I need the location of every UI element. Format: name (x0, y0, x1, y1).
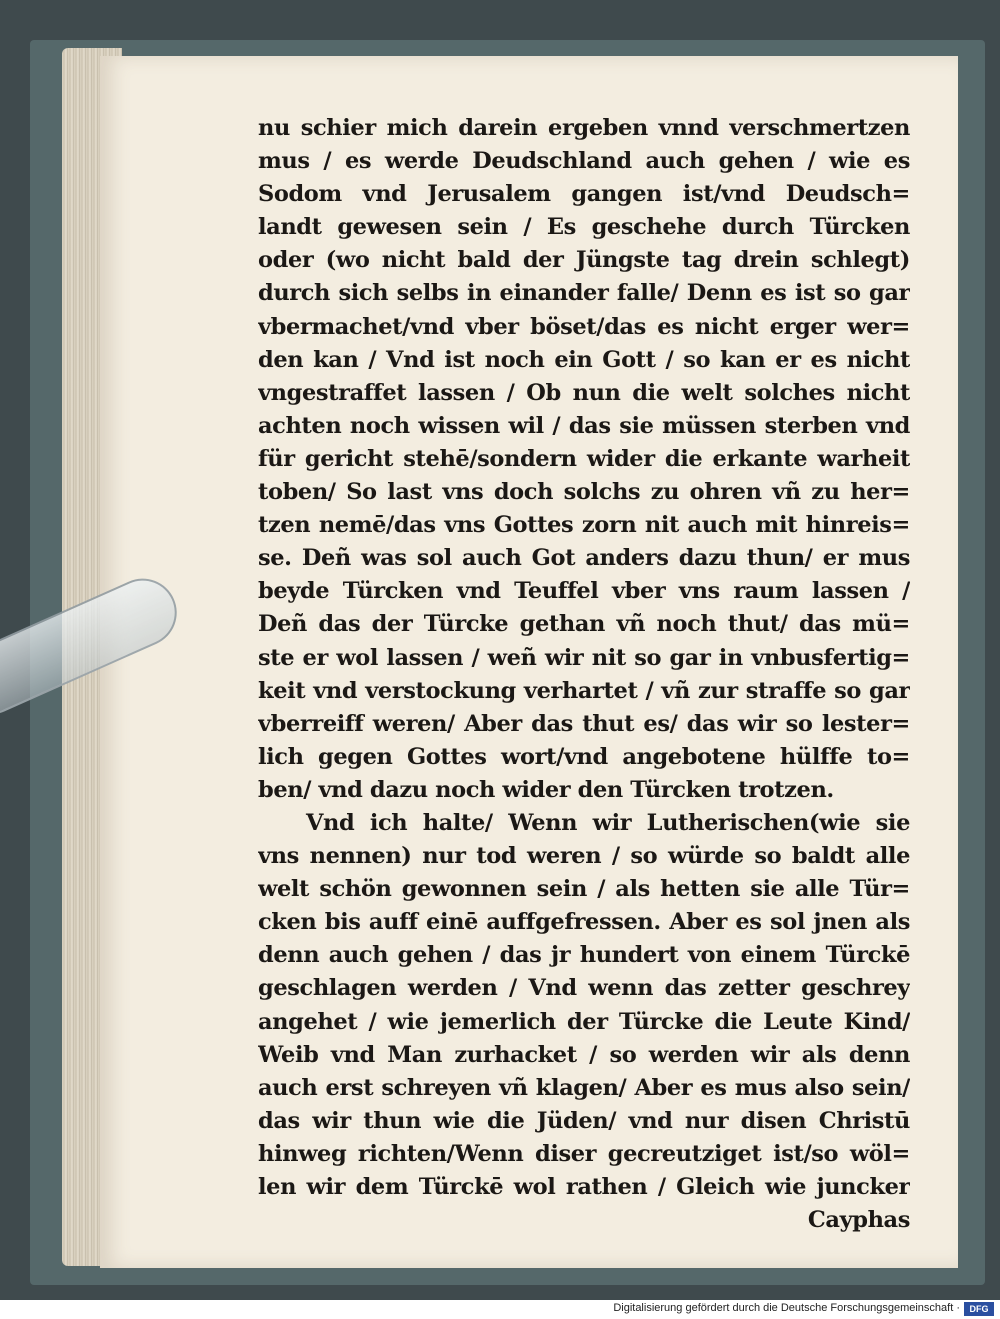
text-line: landt gewesen sein / Es geschehe durch Türcken (258, 214, 910, 241)
text-line: tzen nemē/das vns Gottes zorn nit auch mit hinreis= (258, 512, 910, 539)
text-line: ben/ vnd dazu noch wider den Türcken trotzen. (258, 776, 834, 803)
text-line: nu schier mich darein ergeben vnnd verschmertzen (258, 115, 910, 141)
page-text (258, 112, 910, 1237)
text-line-paragraph-start: Vnd ich halte/ Wenn wir Lutherischen(wie sie (306, 809, 910, 836)
funding-credit: Digitalisierung gefördert durch die Deutsche Forschungsgemeinschaft · (613, 1302, 960, 1314)
footer-bar (0, 1300, 1000, 1319)
text-line: welt schön gewonnen sein / als hetten sie alle Tür= (258, 876, 910, 903)
text-line: mus / es werde Deudschland auch gehen / wie es (258, 148, 910, 175)
text-line: vngestraffet lassen / Ob nun die welt solches nicht (258, 379, 910, 406)
dfg-logo-icon: DFG (964, 1302, 994, 1316)
text-line: ste er wol lassen / weñ wir nit so gar in vnbusfertig= (258, 644, 910, 671)
text-line: denn auch gehen / das jr hundert von einem Türckē (258, 942, 910, 969)
text-line: geschlagen werden / Vnd wenn das zetter geschrey (258, 975, 910, 1002)
text-line: achten noch wissen wil / das sie müssen sterben vnd (258, 412, 910, 439)
text-line: hinweg richten/Wenn diser gecreutziget ist/so wöl= (258, 1140, 910, 1167)
text-line: cken bis auff einē auffgefressen. Aber es sol jnen als (258, 909, 910, 936)
text-line: vbermachet/vnd vber böset/das es nicht erger wer= (258, 313, 910, 340)
text-line: das wir thun wie die Jüden/ vnd nur disen Christū (258, 1107, 910, 1134)
text-line: für gericht stehē/sondern wider die erkante warheit (258, 445, 910, 472)
text-line: auch erst schreyen vñ klagen/ Aber es mus also sein/ (258, 1074, 910, 1101)
text-line: angehet / wie jemerlich der Türcke die Leute Kind/ (258, 1008, 910, 1035)
text-line: oder (wo nicht bald der Jüngste tag drein schlegt) (258, 247, 910, 274)
catchword: Cayphas (807, 1207, 910, 1234)
text-line: keit vnd verstockung verhartet / vñ zur straffe so gar (258, 677, 910, 704)
text-line: beyde Türcken vnd Teuffel vber vns raum lassen / (258, 578, 910, 605)
text-line: den kan / Vnd ist noch ein Gott / so kan er es nicht (258, 346, 910, 373)
text-line: len wir dem Türckē wol rathen / Gleich wie juncker (258, 1174, 910, 1200)
text-line: Deñ das der Türcke gethan vñ noch thut/ das mü= (258, 611, 910, 638)
text-line: se. Deñ was sol auch Got anders dazu thun/ er mus (258, 545, 910, 572)
text-line: vns nennen) nur tod weren / so würde so baldt alle (258, 843, 910, 870)
text-line: vberreiff weren/ Aber das thut es/ das wir so lester= (258, 710, 910, 737)
text-line: Weib vnd Man zurhacket / so werden wir als denn (258, 1041, 910, 1068)
text-line: durch sich selbs in einander falle/ Denn es ist so gar (258, 280, 910, 307)
text-line: Sodom vnd Jerusalem gangen ist/vnd Deudsch= (258, 181, 910, 208)
text-line: toben/ So last vns doch solchs zu ohren vñ zu her= (258, 479, 910, 506)
text-line: lich gegen Gottes wort/vnd angebotene hülffe to= (258, 743, 910, 770)
